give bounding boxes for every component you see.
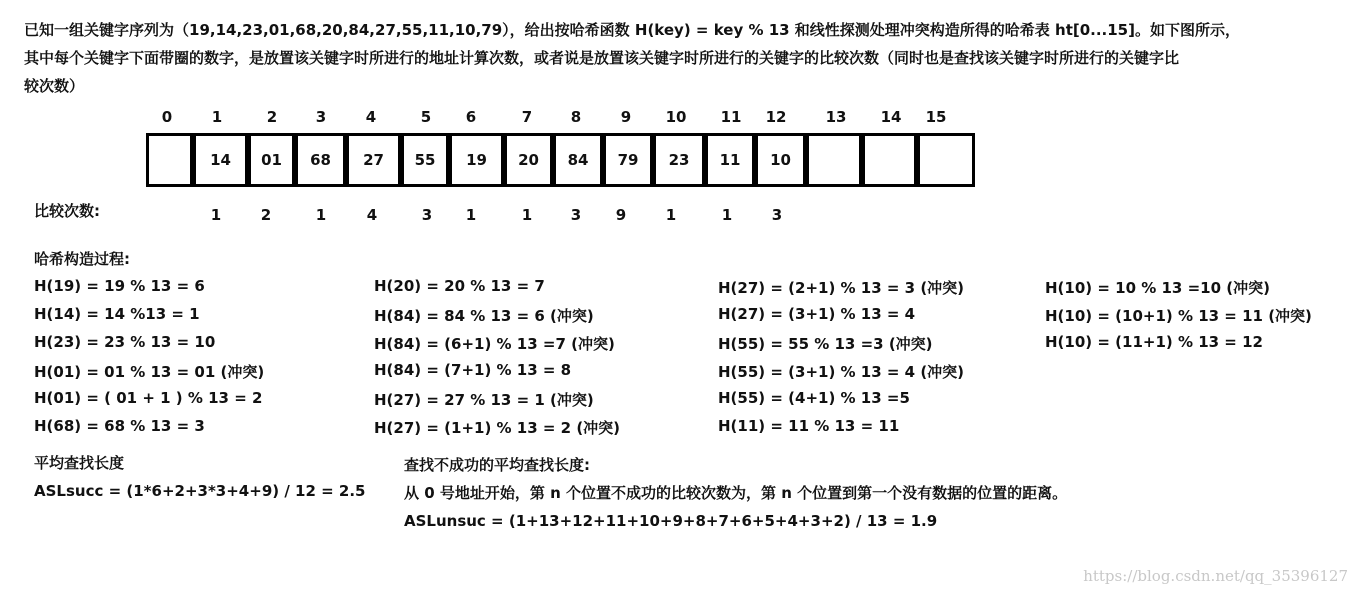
compare-count: 1	[721, 206, 733, 224]
hash-step: H(23) = 23 % 13 = 10	[34, 333, 216, 351]
hash-step: H(10) = (10+1) % 13 = 11 (冲突)	[1045, 307, 1312, 325]
slot-index: 5	[420, 108, 432, 126]
asl-fail-desc: 从 0 号地址开始，第 n 个位置不成功的比较次数为，第 n 个位置到第一个没有数据的位置的距离。	[404, 484, 1068, 502]
compare-count: 1	[465, 206, 477, 224]
slot-index: 0	[161, 108, 173, 126]
asl-fail-title: 查找不成功的平均查找长度:	[404, 456, 590, 474]
compare-count: 3	[570, 206, 582, 224]
slot-index: 6	[465, 108, 477, 126]
asl-success	[34, 449, 366, 505]
hash-step: H(55) = 55 % 13 =3 (冲突)	[718, 335, 933, 353]
table-cell: 79	[603, 133, 653, 187]
compare-count: 3	[771, 206, 783, 224]
table-cell: 01	[248, 133, 295, 187]
slot-index: 3	[315, 108, 327, 126]
asl-success-formula: ASLsucc = (1*6+2+3*3+4+9) / 12 = 2.5	[34, 482, 366, 500]
intro-line-2: 其中每个关键字下面带圈的数字，是放置该关键字时所进行的地址计算次数，或者说是放置该关键字时所进行的关键字的比较次数（同时也是查找该关键字时所进行的关键字比	[24, 49, 1180, 67]
slot-index: 10	[665, 108, 687, 126]
compare-count: 2	[260, 206, 272, 224]
hash-step: H(84) = 84 % 13 = 6 (冲突)	[374, 307, 594, 325]
compare-count: 1	[210, 206, 222, 224]
hash-step: H(20) = 20 % 13 = 7	[374, 277, 545, 295]
hash-step: H(19) = 19 % 13 = 6	[34, 277, 205, 295]
table-cell: 68	[295, 133, 346, 187]
table-cell: 19	[449, 133, 504, 187]
slot-index: 2	[266, 108, 278, 126]
hash-step: H(55) = (3+1) % 13 = 4 (冲突)	[718, 363, 965, 381]
process-title: 哈希构造过程:	[34, 250, 130, 268]
hash-step: H(10) = (11+1) % 13 = 12	[1045, 333, 1263, 351]
slot-index: 14	[880, 108, 902, 126]
hash-step: H(27) = (3+1) % 13 = 4	[718, 305, 916, 323]
hash-step: H(11) = 11 % 13 = 11	[718, 417, 900, 435]
intro-line-3: 较次数）	[24, 77, 85, 95]
slot-index: 11	[720, 108, 742, 126]
table-cell: 23	[653, 133, 705, 187]
hash-step: H(27) = (1+1) % 13 = 2 (冲突)	[374, 419, 621, 437]
hash-step: H(27) = (2+1) % 13 = 3 (冲突)	[718, 279, 965, 297]
hash-step: H(14) = 14 %13 = 1	[34, 305, 200, 323]
table-cell: 84	[553, 133, 603, 187]
watermark: https://blog.csdn.net/qq_35396127	[1083, 567, 1348, 585]
hash-step: H(84) = (7+1) % 13 = 8	[374, 361, 572, 379]
table-cell: 10	[755, 133, 806, 187]
table-cell: 11	[705, 133, 755, 187]
slot-index: 7	[521, 108, 533, 126]
table-cell: 20	[504, 133, 553, 187]
intro-line-1: 已知一组关键字序列为（19,14,23,01,68,20,84,27,55,11,10,79），给出按哈希函数 H(key) = key % 13 和线性探测处理冲突构造所得的哈希表 ht[0...15]。如下图所示，	[24, 21, 1240, 39]
hash-step: H(10) = 10 % 13 =10 (冲突)	[1045, 279, 1270, 297]
compare-count: 1	[665, 206, 677, 224]
table-cell	[806, 133, 862, 187]
slot-index: 4	[365, 108, 377, 126]
slot-index: 9	[620, 108, 632, 126]
table-cell: 55	[401, 133, 449, 187]
compare-count: 1	[315, 206, 327, 224]
hash-step: H(68) = 68 % 13 = 3	[34, 417, 205, 435]
slot-index: 12	[765, 108, 787, 126]
table-cell	[146, 133, 193, 187]
table-cell	[917, 133, 975, 187]
compare-count: 3	[421, 206, 433, 224]
hash-step: H(01) = ( 01 + 1 ) % 13 = 2	[34, 389, 263, 407]
table-cell: 14	[193, 133, 248, 187]
compare-count: 9	[615, 206, 627, 224]
hash-step: H(84) = (6+1) % 13 =7 (冲突)	[374, 335, 615, 353]
asl-fail	[404, 451, 1067, 535]
hash-step: H(55) = (4+1) % 13 =5	[718, 389, 910, 407]
table-cell	[862, 133, 917, 187]
compare-label: 比较次数:	[34, 202, 100, 220]
hash-step: H(01) = 01 % 13 = 01 (冲突)	[34, 363, 265, 381]
compare-count: 4	[366, 206, 378, 224]
table-cell: 27	[346, 133, 401, 187]
slot-index: 15	[925, 108, 947, 126]
asl-fail-formula: ASLunsuc = (1+13+12+11+10+9+8+7+6+5+4+3+2) / 13 = 1.9	[404, 512, 938, 530]
asl-success-title: 平均查找长度	[34, 454, 125, 472]
slot-index: 13	[825, 108, 847, 126]
slot-index: 8	[570, 108, 582, 126]
hash-step: H(27) = 27 % 13 = 1 (冲突)	[374, 391, 594, 409]
slot-index: 1	[211, 108, 223, 126]
compare-count: 1	[521, 206, 533, 224]
